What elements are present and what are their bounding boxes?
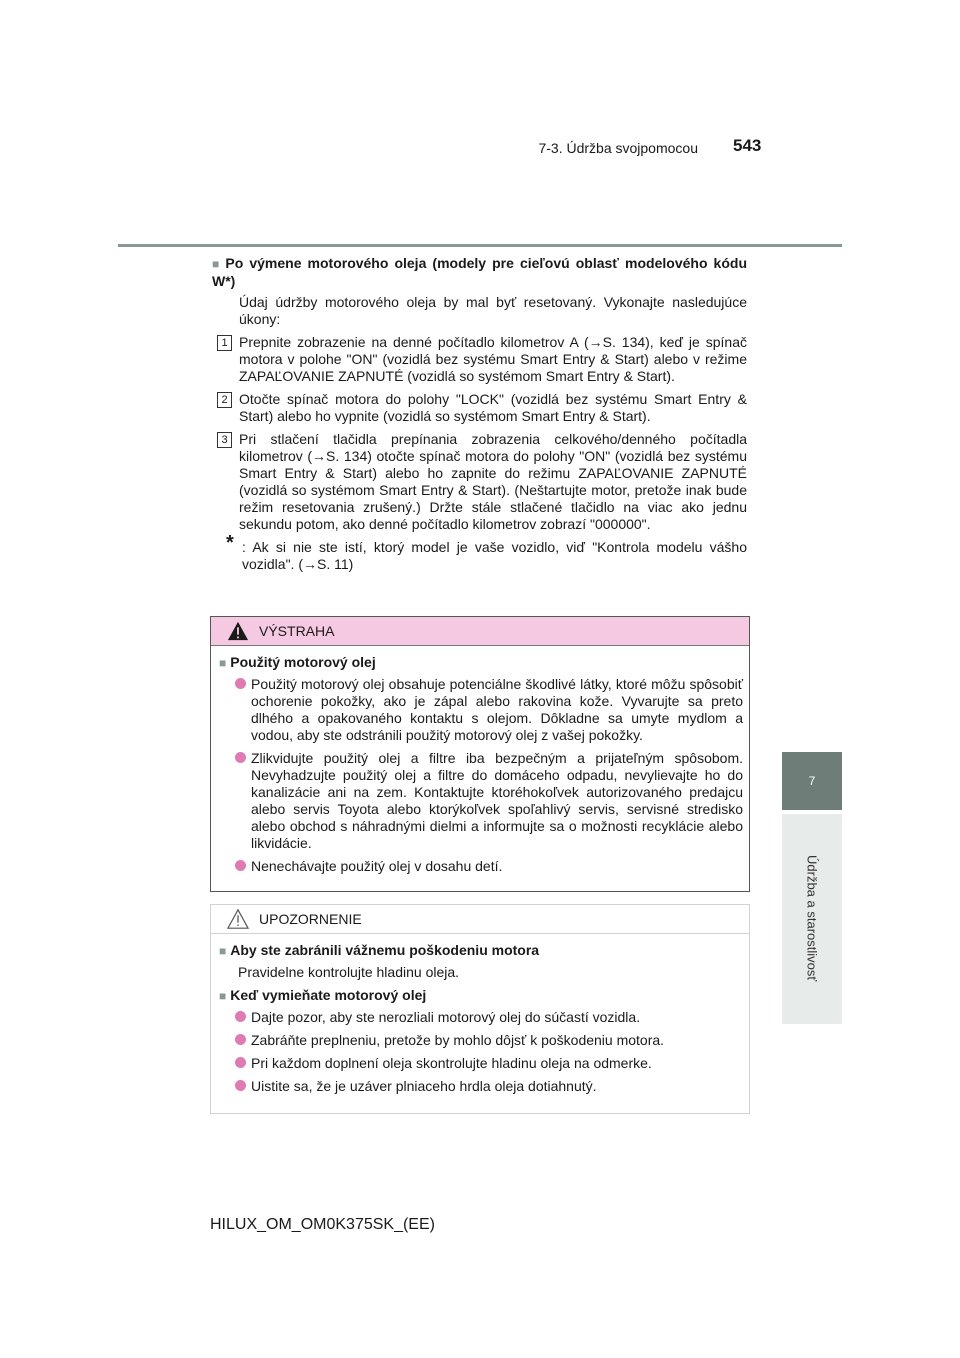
caution-title: UPOZORNENIE	[259, 911, 362, 927]
list-item: Zlikvidujte použitý olej a filtre iba bezpečným a prijateľným spôsobom. Nevyhadzujte použitý olej a filtre do domáceho odpadu, nevylievajte ho do kanalizácie ani na zem. Kontaktujte ktoréhokoľvek autorizovaného predajcu alebo servis Toyota alebo ktorýkoľvek spoľahlivý servis, servisné stredisko alebo obchod s náhradnými dielmi a informujte sa o možnosti recyklácie alebo likvidácie.	[219, 750, 743, 852]
bullet-dot-icon	[235, 1011, 246, 1022]
bullet-dot-icon	[235, 1057, 246, 1068]
step-3	[212, 431, 747, 533]
document-code: HILUX_OM_OM0K375SK_(EE)	[210, 1216, 435, 1233]
step-text: Pri stlačení tlačidla prepínania zobrazenia celkového/denného počítadla kilometrov (→S. 134) otočte spínač motora do polohy "ON" (vozidlá bez systému Smart Entry & Start) alebo ho zapnite do režimu ZAPAĽOVANIE ZAPNUTÉ (vozidlá so systémom Smart Entry & Start). (Neštartujte motor, pretože inak bude režim resetovania zrušený.) Držte stále stlačené tlačidlo na viac ako jednu sekundu potom, ako denné počítadlo kilometrov zobrazí "000000".	[239, 431, 747, 532]
square-bullet-icon: ■	[219, 656, 227, 670]
footnote-mark: *	[226, 532, 234, 554]
step-text: Otočte spínač motora do polohy "LOCK" (vozidlá bez systému Smart Entry & Start) alebo ho vypnite (vozidlá so systémom Smart Entry & Start).	[239, 391, 747, 424]
warning-header	[211, 617, 749, 646]
step-1	[212, 334, 747, 385]
caution-icon	[227, 908, 249, 930]
list-item: Nenechávajte použitý olej v dosahu detí.	[219, 858, 743, 875]
warning-box	[210, 616, 750, 892]
list-item: Uistite sa, že je uzáver plniaceho hrdla oleja dotiahnutý.	[219, 1078, 743, 1095]
caution-heading-1: ■ Aby ste zabránili vážnemu poškodeniu motora	[219, 942, 540, 958]
square-bullet-icon: ■	[219, 944, 227, 958]
list-item: Použitý motorový olej obsahuje potenciálne škodlivé látky, ktoré môžu spôsobiť ochorenie pokožky, ako je zápal alebo rakovina kože. Vyvarujte sa preto dlhého a opakovaného kontaktu s olejom. Dôkladne sa umyte mydlom a vodou, aby ste odstránili použitý motorový olej z vašej pokožky.	[219, 676, 743, 744]
footnote-text: : Ak si nie ste istí, ktorý model je vaše vozidlo, viď "Kontrola modelu vášho vozidla". (→S. 11)	[242, 539, 747, 572]
section-heading-text: Po výmene motorového oleja (modely pre cieľovú oblasť modelového kódu W*)	[212, 255, 747, 289]
step-number-badge: 2	[217, 392, 232, 408]
caution-heading-2: ■ Keď vymieňate motorový olej	[219, 987, 427, 1003]
page-number: 543	[733, 136, 762, 155]
warning-title: VÝSTRAHA	[259, 623, 335, 639]
intro-paragraph: Údaj údržby motorového oleja by mal byť resetovaný. Vykonajte nasledujúce úkony:	[239, 294, 747, 327]
caution-header	[211, 905, 749, 934]
warning-body	[211, 646, 749, 875]
chapter-label: Údržba a starostlivosť	[804, 854, 820, 982]
step-2	[212, 391, 747, 425]
step-number-badge: 1	[217, 335, 232, 351]
header-rule	[118, 244, 842, 247]
section-title: 7-3. Údržba svojpomocou	[538, 140, 698, 156]
step-text: Prepnite zobrazenie na denné počítadlo kilometrov A (→S. 134), keď je spínač motora v polohe "ON" (vozidlá bez systému Smart Entry & Start) alebo v režime ZAPAĽOVANIE ZAPNUTÉ (vozidlá so systémom Smart Entry & Start).	[239, 334, 747, 384]
step-number-badge: 3	[217, 432, 232, 448]
footnote	[226, 532, 747, 573]
chapter-tab: 7	[782, 752, 842, 810]
list-item: Dajte pozor, aby ste nerozliali motorový olej do súčastí vozidla.	[219, 1009, 743, 1026]
bullet-dot-icon	[235, 752, 246, 763]
main-content	[212, 255, 747, 573]
caution-body	[211, 934, 749, 1095]
list-item: Zabráňte preplneniu, pretože by mohlo dôjsť k poškodeniu motora.	[219, 1032, 743, 1049]
square-bullet-icon: ■	[212, 257, 222, 271]
bullet-dot-icon	[235, 860, 246, 871]
bullet-dot-icon	[235, 1080, 246, 1091]
bullet-dot-icon	[235, 678, 246, 689]
caution-box	[210, 904, 750, 1114]
warning-icon	[227, 620, 249, 642]
section-heading	[212, 255, 747, 290]
warning-heading: ■ Použitý motorový olej	[219, 654, 376, 670]
square-bullet-icon: ■	[219, 989, 227, 1003]
bullet-dot-icon	[235, 1034, 246, 1045]
list-item: Pri každom doplnení oleja skontrolujte hladinu oleja na odmerke.	[219, 1055, 743, 1072]
caution-text: Pravidelne kontrolujte hladinu oleja.	[238, 964, 460, 980]
